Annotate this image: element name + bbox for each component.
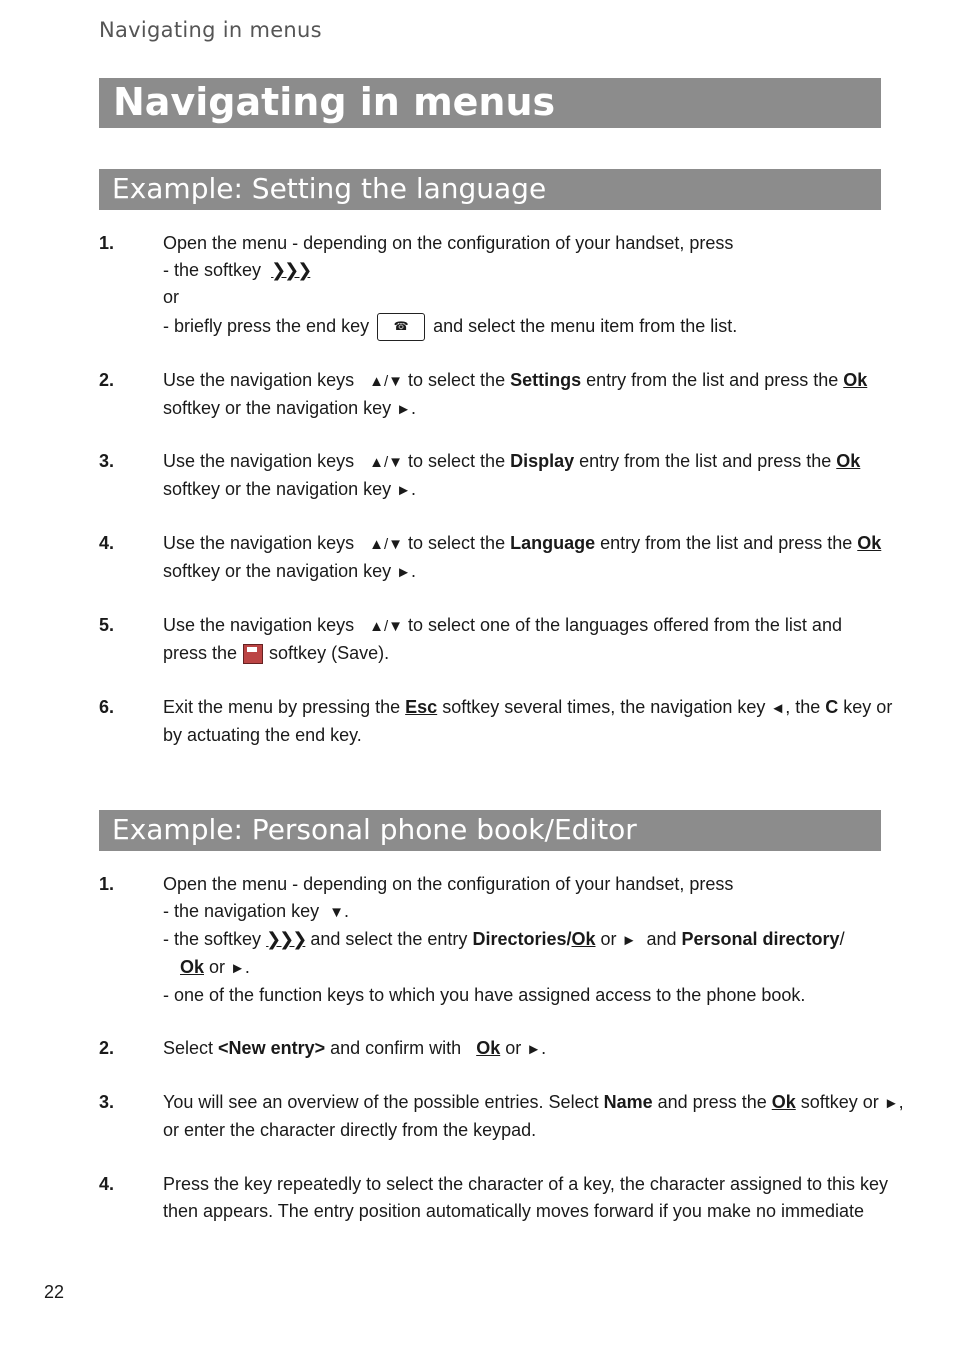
step-text: Open the menu - depending on the configuration of your handset, press bbox=[163, 233, 734, 253]
step-text: or bbox=[163, 287, 180, 307]
esc-softkey: Esc bbox=[405, 697, 438, 717]
step-number: 2. bbox=[99, 370, 115, 390]
up-down-arrow-icon: ▲/▼ bbox=[369, 373, 403, 390]
step-text: Ok or ►. bbox=[180, 957, 250, 977]
step bbox=[99, 1035, 881, 1063]
ok-softkey: Ok bbox=[571, 929, 596, 949]
step-text: then appears. The entry position automatically moves forward if you make no immediate bbox=[163, 1201, 865, 1221]
step bbox=[99, 612, 881, 667]
step bbox=[99, 367, 881, 423]
step-text: - the softkey ❯❯❯ bbox=[163, 260, 311, 280]
right-arrow-icon: ► bbox=[396, 564, 412, 581]
step-number: 6. bbox=[99, 697, 115, 717]
up-down-arrow-icon: ▲/▼ bbox=[369, 618, 403, 635]
step-text: softkey or the navigation key ►. bbox=[163, 398, 417, 418]
ok-softkey: Ok bbox=[771, 1092, 796, 1112]
step-text: or enter the character directly from the keypad. bbox=[163, 1120, 537, 1140]
step-text: - the navigation key ▼. bbox=[163, 901, 349, 921]
down-arrow-icon: ▼ bbox=[329, 904, 344, 921]
step-text: Use the navigation keys ▲/▼ to select the Settings entry from the list and press the Ok bbox=[163, 370, 868, 390]
step-text: Select <New entry> and confirm with Ok or ►. bbox=[163, 1038, 547, 1058]
section-heading-bar bbox=[99, 169, 881, 210]
step-number: 5. bbox=[99, 615, 115, 635]
step-text: Press the key repeatedly to select the character of a key, the character assigned to this key bbox=[163, 1174, 889, 1194]
step bbox=[99, 1171, 889, 1225]
step bbox=[99, 871, 881, 1009]
step-text: softkey or the navigation key ►. bbox=[163, 479, 417, 499]
step-number: 1. bbox=[99, 874, 115, 894]
step-number: 3. bbox=[99, 1092, 115, 1112]
step-number: 3. bbox=[99, 451, 115, 471]
step-number: 4. bbox=[99, 533, 115, 553]
end-key-icon: ☎ bbox=[377, 313, 425, 341]
step-text: You will see an overview of the possible entries. Select Name and press the Ok softkey or ►, bbox=[163, 1092, 904, 1112]
step-text: - briefly press the end key ☎ and select the menu item from the list. bbox=[163, 313, 881, 341]
page-title-bar bbox=[99, 78, 881, 128]
step-text: softkey or the navigation key ►. bbox=[163, 561, 417, 581]
step bbox=[99, 230, 881, 341]
step-number: 1. bbox=[99, 233, 115, 253]
step-number: 4. bbox=[99, 1174, 115, 1194]
step bbox=[99, 448, 881, 504]
right-arrow-icon: ► bbox=[396, 482, 412, 499]
right-arrow-icon: ► bbox=[883, 1095, 899, 1112]
up-down-arrow-icon: ▲/▼ bbox=[369, 536, 403, 553]
right-arrow-icon: ► bbox=[621, 932, 637, 949]
page-number: 22 bbox=[44, 1282, 65, 1302]
right-arrow-icon: ► bbox=[396, 401, 412, 418]
ok-softkey: Ok bbox=[180, 957, 205, 977]
section-heading: Example: Personal phone book/Editor bbox=[112, 813, 637, 846]
step-text: Use the navigation keys ▲/▼ to select the Language entry from the list and press the Ok bbox=[163, 533, 882, 553]
ok-softkey: Ok bbox=[476, 1038, 501, 1058]
step-text: - one of the function keys to which you have assigned access to the phone book. bbox=[163, 985, 806, 1005]
step-text: - the softkey ❯❯❯ and select the entry Directories/Ok or ► and Personal directory/ bbox=[163, 929, 845, 949]
ok-softkey: Ok bbox=[857, 533, 882, 553]
step-text: by actuating the end key. bbox=[163, 725, 362, 745]
right-arrow-icon: ► bbox=[230, 960, 245, 977]
step bbox=[99, 530, 881, 586]
save-icon bbox=[243, 644, 263, 664]
left-arrow-icon: ◄ bbox=[770, 700, 786, 717]
step-text: press the softkey (Save). bbox=[163, 643, 390, 663]
section-heading: Example: Setting the language bbox=[112, 172, 547, 205]
softkey-chevron-icon: ❯❯❯ bbox=[266, 929, 306, 949]
page-title: Navigating in menus bbox=[113, 80, 556, 124]
step-number: 2. bbox=[99, 1038, 115, 1058]
step-text: Exit the menu by pressing the Esc softkey several times, the navigation key ◄, the C key or bbox=[163, 697, 893, 717]
step-text: Use the navigation keys ▲/▼ to select the Display entry from the list and press the Ok bbox=[163, 451, 861, 471]
softkey-chevron-icon: ❯❯❯ bbox=[271, 260, 311, 280]
step bbox=[99, 694, 893, 749]
up-down-arrow-icon: ▲/▼ bbox=[369, 454, 403, 471]
step bbox=[99, 1089, 904, 1144]
running-header: Navigating in menus bbox=[99, 18, 322, 42]
ok-softkey: Ok bbox=[836, 451, 861, 471]
right-arrow-icon: ► bbox=[526, 1041, 542, 1058]
ok-softkey: Ok bbox=[843, 370, 868, 390]
section-heading-bar bbox=[99, 810, 881, 851]
step-text: Open the menu - depending on the configuration of your handset, press bbox=[163, 874, 734, 894]
step-text: Use the navigation keys ▲/▼ to select one of the languages offered from the list and bbox=[163, 615, 842, 635]
